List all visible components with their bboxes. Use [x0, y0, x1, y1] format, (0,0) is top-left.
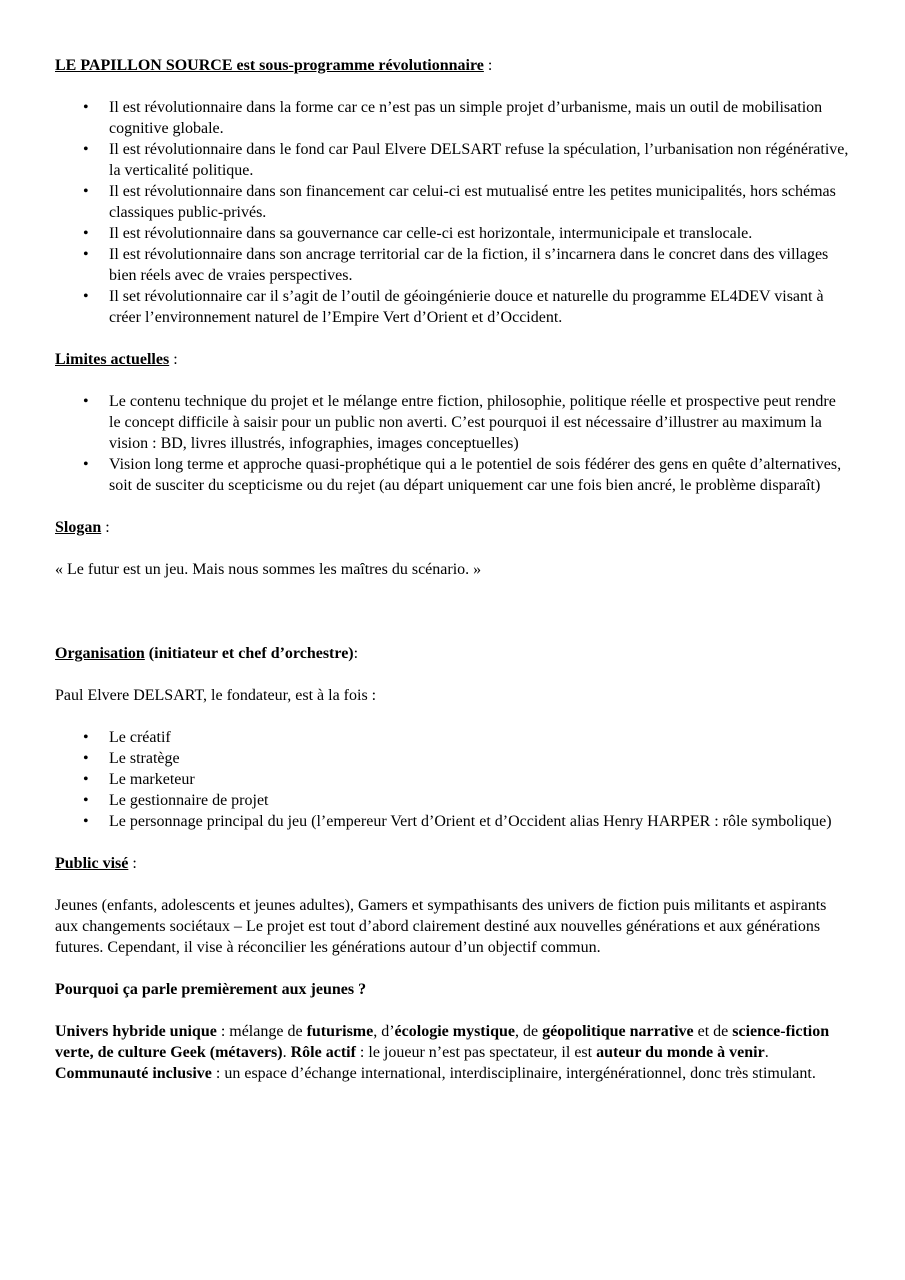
document-page	[55, 55, 850, 1084]
heading-subtitle: (initiateur et chef d’orchestre)	[144, 645, 354, 662]
list-item: • Il set révolutionnaire car il s’agit de l’outil de géoingénierie douce et naturelle du programme EL4DEV visant à créer l’environnement naturel de l’Empire Vert d’Orient et d’Occident.	[109, 286, 850, 328]
list-item: • Il est révolutionnaire dans sa gouvernance car celle-ci est horizontale, intermunicipale et translocale.	[109, 223, 850, 244]
emphasis: futurisme	[306, 1023, 374, 1040]
emphasis: auteur du monde à venir	[596, 1044, 765, 1061]
heading-title: Limites actuelles	[55, 351, 170, 368]
roles-list	[55, 727, 850, 832]
list-item: • Il est révolutionnaire dans son financement car celui-ci est mutualisé entre les petites municipalités, hors schémas classiques public-privés.	[109, 181, 850, 223]
limits-list	[55, 391, 850, 496]
text-run: , d’	[373, 1023, 395, 1040]
list-item: • Vision long terme et approche quasi-prophétique qui a le potentiel de sois fédérer des gens en quête d’alternatives, soit de susciter du scepticisme ou du rejet (au départ uniquement car une fois bien ancré, le problème disparaît)	[109, 454, 850, 496]
emphasis: Univers hybride unique	[55, 1023, 217, 1040]
section-heading-organisation	[55, 643, 850, 664]
heading-suffix: :	[101, 519, 110, 536]
text-run: .	[282, 1044, 291, 1061]
heading-suffix: :	[128, 855, 137, 872]
text-run: : le joueur n’est pas spectateur, il est	[355, 1044, 597, 1061]
list-item: • Il est révolutionnaire dans son ancrage territorial car de la fiction, il s’incarnera dans le concret dans des villages bien réels avec de vraies perspectives.	[109, 244, 850, 286]
emphasis: écologie mystique	[394, 1023, 515, 1040]
public-text: Jeunes (enfants, adolescents et jeunes adultes), Gamers et sympathisants des univers de fiction puis militants et aspirants aux changements sociétaux – Le projet est tout d’abord clairement destiné aux nouvelles générations et aux générations futures. Cependant, il vise à réconcilier les générations autour d’un objectif commun.	[55, 897, 827, 956]
heading-suffix: :	[169, 351, 178, 368]
emphasis: géopolitique narrative	[542, 1023, 694, 1040]
list-item: • Il est révolutionnaire dans la forme car ce n’est pas un simple projet d’urbanisme, mais un outil de mobilisation cognitive globale.	[109, 97, 850, 139]
list-item: • Le personnage principal du jeu (l’empereur Vert d’Orient et d’Occident alias Henry HARPER : rôle symbolique)	[109, 811, 850, 832]
heading-suffix: :	[483, 57, 493, 74]
list-item: • Le stratège	[109, 748, 850, 769]
section-heading-papillon-source	[55, 55, 850, 76]
section-heading-public	[55, 853, 850, 874]
section-heading-pourquoi: Pourquoi ça parle premièrement aux jeunes ?	[55, 981, 367, 998]
text-run: .	[764, 1044, 769, 1061]
emphasis: Rôle actif	[290, 1044, 356, 1061]
heading-title: Slogan	[55, 519, 102, 536]
heading-title: Organisation	[55, 645, 145, 662]
list-item: • Le gestionnaire de projet	[109, 790, 850, 811]
text-run: : mélange de	[216, 1023, 307, 1040]
heading-title: Public visé	[55, 855, 129, 872]
list-item: • Le marketeur	[109, 769, 850, 790]
list-item: • Le contenu technique du projet et le mélange entre fiction, philosophie, politique réelle et prospective peut rendre le concept difficile à saisir pour un public non averti. C’est pourquoi il est nécessaire d’illustrer au maximum la vision : BD, livres illustrés, infographies, images conceptuelles)	[109, 391, 850, 454]
slogan-text: « Le futur est un jeu. Mais nous sommes les maîtres du scénario. »	[55, 561, 482, 578]
text-run: et de	[693, 1023, 733, 1040]
section-heading-limites	[55, 349, 850, 370]
list-item: • Le créatif	[109, 727, 850, 748]
heading-title: LE PAPILLON SOURCE est sous-programme révolutionnaire	[55, 57, 484, 74]
organisation-intro: Paul Elvere DELSART, le fondateur, est à la fois :	[55, 687, 377, 704]
pourquoi-text	[55, 1021, 850, 1084]
emphasis: science-fiction verte, de culture Geek (métavers)	[55, 1023, 830, 1061]
text-run: , de	[514, 1023, 543, 1040]
list-item: • Il est révolutionnaire dans le fond car Paul Elvere DELSART refuse la spéculation, l’urbanisation non régénérative, la verticalité politique.	[109, 139, 850, 181]
emphasis: Communauté inclusive	[55, 1065, 212, 1082]
heading-suffix: :	[353, 645, 359, 662]
text-run: : un espace d’échange international, interdisciplinaire, intergénérationnel, donc très stimulant.	[211, 1065, 816, 1082]
section-heading-slogan	[55, 517, 850, 538]
revolutionary-list	[55, 97, 850, 328]
